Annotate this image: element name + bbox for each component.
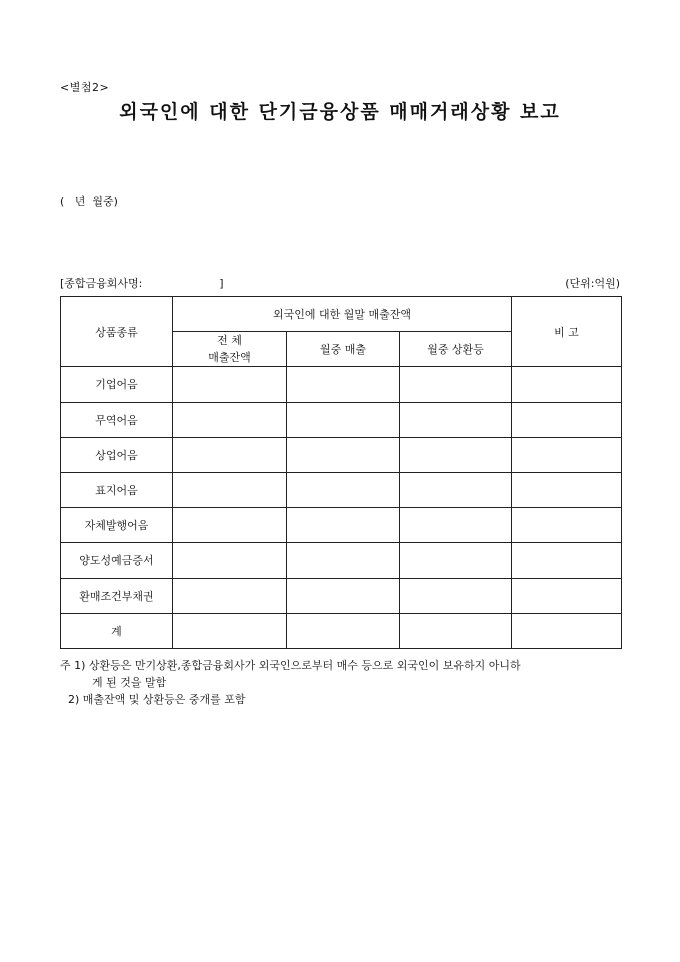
cell-monthly-redemption[interactable] xyxy=(400,367,512,402)
table-row xyxy=(61,543,622,578)
table-row xyxy=(61,367,622,402)
cell-monthly-redemption[interactable] xyxy=(400,543,512,578)
attachment-label: <별첨2> xyxy=(60,81,110,94)
cell-total-balance[interactable] xyxy=(173,437,287,472)
footnotes xyxy=(60,657,635,708)
cell-monthly-sales[interactable] xyxy=(287,472,400,507)
cell-monthly-redemption[interactable] xyxy=(400,402,512,437)
cell-remarks[interactable] xyxy=(512,367,622,402)
cell-remarks[interactable] xyxy=(512,437,622,472)
cell-monthly-sales[interactable] xyxy=(287,613,400,648)
cell-remarks[interactable] xyxy=(512,613,622,648)
row-product-label: 상업어음 xyxy=(61,437,173,472)
cell-remarks[interactable] xyxy=(512,472,622,507)
cell-monthly-redemption[interactable] xyxy=(400,613,512,648)
header-total-balance-line1: 전 체 xyxy=(217,334,242,348)
cell-monthly-sales[interactable] xyxy=(287,402,400,437)
row-product-label: 환매조건부채권 xyxy=(61,578,173,613)
report-period: ( 년 월중) xyxy=(60,195,118,208)
cell-total-balance[interactable] xyxy=(173,472,287,507)
cell-monthly-redemption[interactable] xyxy=(400,472,512,507)
cell-monthly-sales[interactable] xyxy=(287,367,400,402)
cell-total-balance[interactable] xyxy=(173,578,287,613)
cell-remarks[interactable] xyxy=(512,508,622,543)
table-row xyxy=(61,508,622,543)
cell-monthly-sales[interactable] xyxy=(287,578,400,613)
cell-remarks[interactable] xyxy=(512,543,622,578)
header-total-balance-line2: 매출잔액 xyxy=(208,351,251,365)
table-header-row xyxy=(61,297,622,332)
cell-total-balance[interactable] xyxy=(173,402,287,437)
page-title: 외국인에 대한 단기금융상품 매매거래상황 보고 xyxy=(119,101,561,123)
cell-monthly-sales[interactable] xyxy=(287,508,400,543)
cell-monthly-redemption[interactable] xyxy=(400,578,512,613)
row-total-label: 계 xyxy=(61,613,173,648)
cell-total-balance[interactable] xyxy=(173,543,287,578)
footnote-1-line2: 게 된 것을 말함 xyxy=(92,676,167,689)
trading-status-table xyxy=(60,296,622,649)
table-row xyxy=(61,578,622,613)
row-product-label: 무역어음 xyxy=(61,402,173,437)
header-month-end-balance: 외국인에 대한 월말 매출잔액 xyxy=(173,297,512,332)
unit-label: (단위:억원) xyxy=(565,277,620,290)
header-monthly-sales: 월중 매출 xyxy=(287,332,400,367)
cell-monthly-sales[interactable] xyxy=(287,543,400,578)
header-product-type: 상품종류 xyxy=(61,297,173,367)
header-remarks: 비 고 xyxy=(512,297,622,367)
row-product-label: 표지어음 xyxy=(61,472,173,507)
company-name-field: [종합금융회사명: ] xyxy=(60,277,224,290)
row-product-label: 기업어음 xyxy=(61,367,173,402)
cell-monthly-redemption[interactable] xyxy=(400,437,512,472)
cell-remarks[interactable] xyxy=(512,578,622,613)
header-total-balance xyxy=(173,332,287,367)
table-total-row xyxy=(61,613,622,648)
cell-monthly-sales[interactable] xyxy=(287,437,400,472)
table-row xyxy=(61,402,622,437)
cell-total-balance[interactable] xyxy=(173,508,287,543)
cell-monthly-redemption[interactable] xyxy=(400,508,512,543)
table-row xyxy=(61,472,622,507)
table-row xyxy=(61,437,622,472)
cell-remarks[interactable] xyxy=(512,402,622,437)
row-product-label: 자체발행어음 xyxy=(61,508,173,543)
footnote-2: 2) 매출잔액 및 상환등은 중개를 포함 xyxy=(68,693,246,706)
cell-total-balance[interactable] xyxy=(173,613,287,648)
header-monthly-redemption: 월중 상환등 xyxy=(400,332,512,367)
footnote-1-line1: 주 1) 상환등은 만기상환,종합금융회사가 외국인으로부터 매수 등으로 외국인이 보유하지 아니하 xyxy=(60,659,521,672)
cell-total-balance[interactable] xyxy=(173,367,287,402)
row-product-label: 양도성예금증서 xyxy=(61,543,173,578)
